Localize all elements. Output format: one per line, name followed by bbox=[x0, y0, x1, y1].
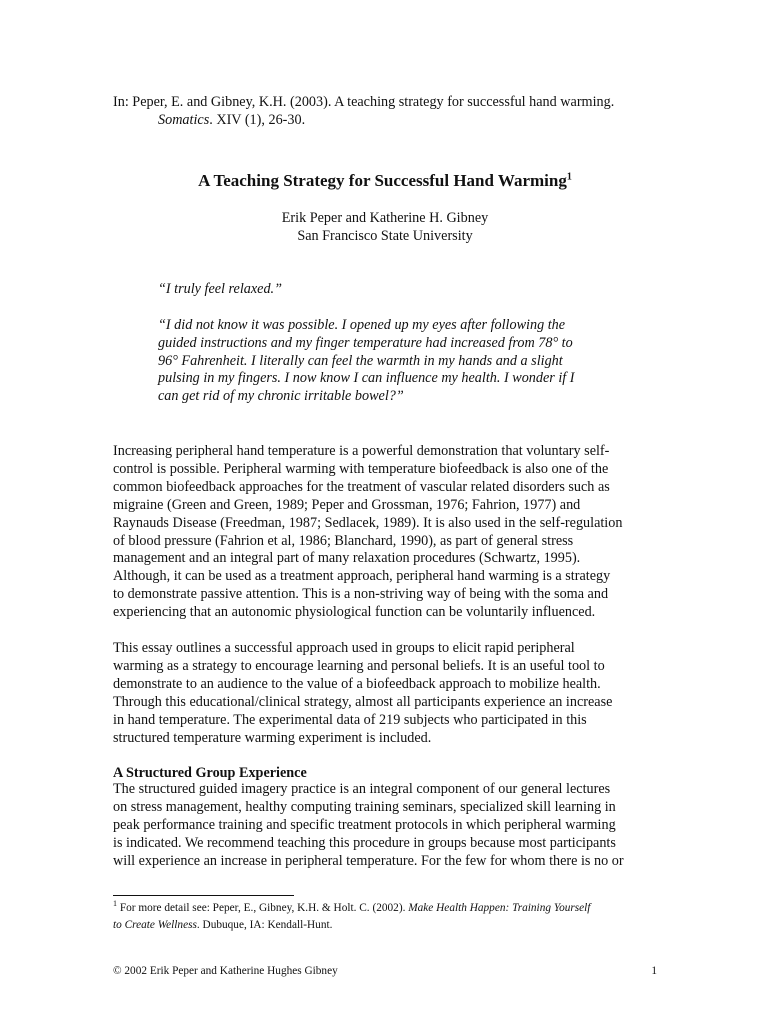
quote-line: “I did not know it was possible. I opened up my eyes after following the bbox=[158, 317, 566, 333]
author-affiliation: San Francisco State University bbox=[297, 228, 473, 244]
paragraph-line: warming as a strategy to encourage learning and personal beliefs. It is an useful tool to bbox=[113, 657, 605, 674]
paper-title bbox=[0, 170, 770, 192]
footnote bbox=[113, 900, 661, 934]
journal-name: Somatics bbox=[158, 112, 210, 128]
footnote-line-2 bbox=[113, 917, 661, 934]
citation-line-2 bbox=[113, 111, 673, 129]
author-block bbox=[0, 209, 770, 245]
paragraph-line: will experience an increase in peripheral temperature. For the few for whom there is no or bbox=[113, 852, 624, 869]
paragraph-line: is indicated. We recommend teaching this procedure in groups because most participants bbox=[113, 834, 616, 851]
paragraph-line: Through this educational/clinical strategy, almost all participants experience an increase bbox=[113, 693, 613, 710]
quote-line: pulsing in my fingers. I now know I can influence my health. I wonder if I bbox=[158, 370, 575, 387]
paragraph-line: common biofeedback approaches for the treatment of vascular related disorders such as bbox=[113, 478, 610, 495]
paragraph-line: on stress management, healthy computing training seminars, specialized skill learning in bbox=[113, 798, 616, 815]
author-names: Erik Peper and Katherine H. Gibney bbox=[281, 210, 489, 226]
body-paragraph-2 bbox=[113, 640, 661, 747]
body-paragraph-3 bbox=[113, 781, 661, 871]
epigraph-quote-1: “I truly feel relaxed.” bbox=[158, 281, 282, 297]
footnote-book-title: Make Health Happen: Training Yourself bbox=[408, 902, 591, 914]
paragraph-line: experiencing that an autonomic physiological function can be voluntarily influenced. bbox=[113, 604, 596, 621]
paragraph-line: management and an integral part of many relaxation procedures (Schwartz, 1995). bbox=[113, 550, 581, 567]
quote-line: 96° Fahrenheit. I literally can feel the warmth in my hands and a slight bbox=[158, 352, 563, 369]
paragraph-line: Raynauds Disease (Freedman, 1987; Sedlacek, 1989). It is also used in the self-regulation bbox=[113, 514, 623, 531]
quote-line: can get rid of my chronic irritable bowel?” bbox=[158, 388, 404, 405]
citation-details: . XIV (1), 26-30. bbox=[209, 112, 306, 128]
title-footnote-marker: 1 bbox=[566, 171, 572, 183]
paragraph-line: structured temperature warming experiment is included. bbox=[113, 729, 432, 746]
citation-line-1: In: Peper, E. and Gibney, K.H. (2003). A teaching strategy for successful hand warming. bbox=[113, 94, 615, 110]
footnote-text: For more detail see: Peper, E., Gibney, K.H. & Holt. C. (2002). bbox=[117, 902, 409, 914]
paragraph-line: Although, it can be used as a treatment approach, peripheral hand warming is a strategy bbox=[113, 568, 611, 585]
paragraph-line: to demonstrate passive attention. This is a non-striving way of being with the soma and bbox=[113, 586, 609, 603]
paragraph-line: peak performance training and specific treatment protocols in which peripheral warming bbox=[113, 816, 616, 833]
copyright-notice: © 2002 Erik Peper and Katherine Hughes Gibney bbox=[113, 965, 338, 977]
paragraph-line: Increasing peripheral hand temperature is a powerful demonstration that voluntary self- bbox=[113, 443, 610, 459]
paragraph-line: migraine (Green and Green, 1989; Peper and Grossman, 1976; Fahrion, 1977) and bbox=[113, 496, 581, 513]
paragraph-line: of blood pressure (Fahrion et al, 1986; Blanchard, 1990), as part of general stress bbox=[113, 532, 574, 549]
paragraph-line: in hand temperature. The experimental data of 219 subjects who participated in this bbox=[113, 711, 587, 728]
paper-title-text: A Teaching Strategy for Successful Hand Warming bbox=[198, 171, 567, 190]
footnote-marker: 1 bbox=[113, 899, 117, 909]
citation-block bbox=[113, 93, 673, 129]
paragraph-line: The structured guided imagery practice is an integral component of our general lectures bbox=[113, 781, 611, 797]
section-heading: A Structured Group Experience bbox=[113, 765, 307, 781]
body-paragraph-1 bbox=[113, 443, 661, 622]
paragraph-line: control is possible. Peripheral warming with temperature biofeedback is also one of the bbox=[113, 460, 609, 477]
footnote-line-1 bbox=[113, 900, 661, 917]
epigraph-quote-2 bbox=[158, 317, 628, 406]
quote-line: guided instructions and my finger temperature had increased from 78° to bbox=[158, 334, 573, 351]
paragraph-line: demonstrate to an audience to the value of a biofeedback approach to mobilize health. bbox=[113, 675, 601, 692]
paragraph-line: This essay outlines a successful approach used in groups to elicit rapid peripheral bbox=[113, 640, 575, 656]
page-number: 1 bbox=[651, 965, 657, 977]
footnote-publisher: . Dubuque, IA: Kendall-Hunt. bbox=[196, 919, 333, 931]
footnote-divider bbox=[113, 895, 294, 896]
footnote-book-title-cont: to Create Wellness bbox=[113, 919, 197, 931]
